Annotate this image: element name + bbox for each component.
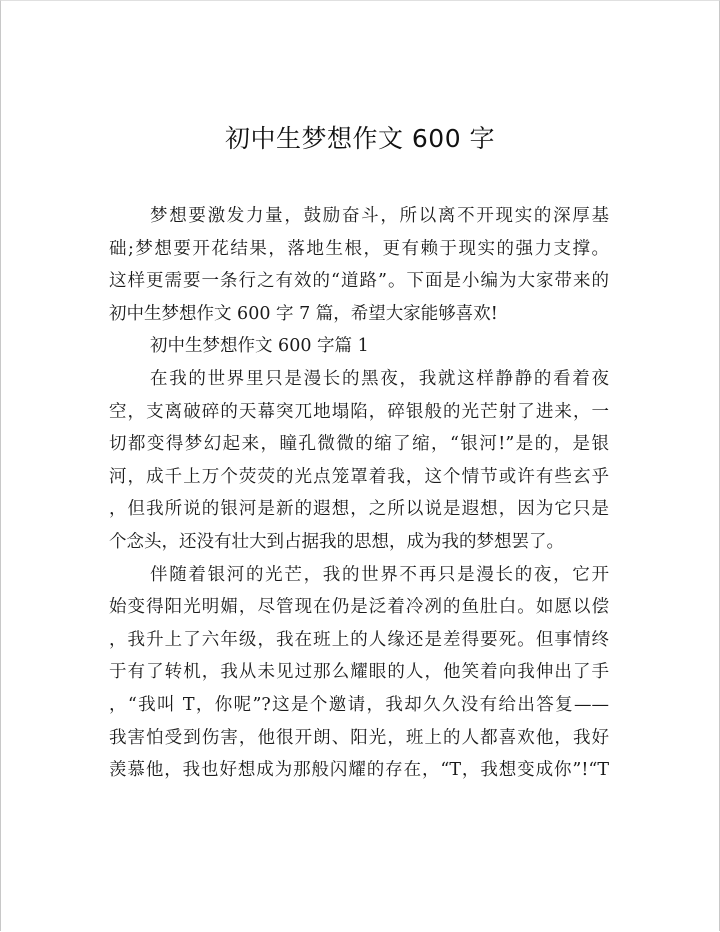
text-line: 空，支离破碎的天幕突兀地塌陷，碎银般的光芒射了进来，一 bbox=[109, 401, 609, 422]
text-line: 伴随着银河的光芒，我的世界不再只是漫长的夜，它开 bbox=[150, 564, 609, 585]
section-heading: 初中生梦想作文 600 字篇 1 bbox=[150, 336, 369, 357]
text-line: 河，成千上万个荧荧的光点笼罩着我，这个情节或许有些玄乎 bbox=[109, 466, 609, 487]
text-line: 初中生梦想作文 600 字 7 篇，希望大家能够喜欢! bbox=[109, 303, 498, 324]
text-line: 羡慕他，我也好想成为那般闪耀的存在，“T，我想变成你”!“T bbox=[109, 760, 609, 781]
document-title: 初中生梦想作文 600 字 bbox=[224, 124, 496, 153]
text-line: 个念头，还没有壮大到占据我的思想，成为我的梦想罢了。 bbox=[109, 531, 564, 552]
text-line: 梦想要激发力量，鼓励奋斗，所以离不开现实的深厚基 bbox=[150, 206, 609, 226]
document-body bbox=[109, 200, 609, 787]
text-line: ，“我叫 T，你呢”?这是个邀请，我却久久没有给出答复—— bbox=[109, 694, 609, 715]
text-line: ，我升上了六年级，我在班上的人缘还是差得要死。但事情终 bbox=[109, 629, 609, 650]
text-line: 础;梦想要开花结果，落地生根，更有赖于现实的强力支撑。 bbox=[109, 238, 609, 259]
text-line: 这样更需要一条行之有效的“道路”。下面是小编为大家带来的 bbox=[109, 271, 609, 292]
text-line: 于有了转机，我从未见过那么耀眼的人，他笑着向我伸出了手 bbox=[109, 662, 609, 683]
text-line: 始变得阳光明媚，尽管现在仍是泛着冷冽的鱼肚白。如愿以偿 bbox=[109, 597, 609, 618]
text-line: 在我的世界里只是漫长的黑夜，我就这样静静的看着夜 bbox=[150, 368, 609, 389]
text-line: 我害怕受到伤害，他很开朗、阳光，班上的人都喜欢他，我好 bbox=[109, 727, 609, 748]
text-line: ，但我所说的银河是新的遐想，之所以说是遐想，因为它只是 bbox=[109, 499, 609, 520]
text-line: 切都变得梦幻起来，瞳孔微微的缩了缩，“银河!”是的，是银 bbox=[109, 434, 609, 455]
